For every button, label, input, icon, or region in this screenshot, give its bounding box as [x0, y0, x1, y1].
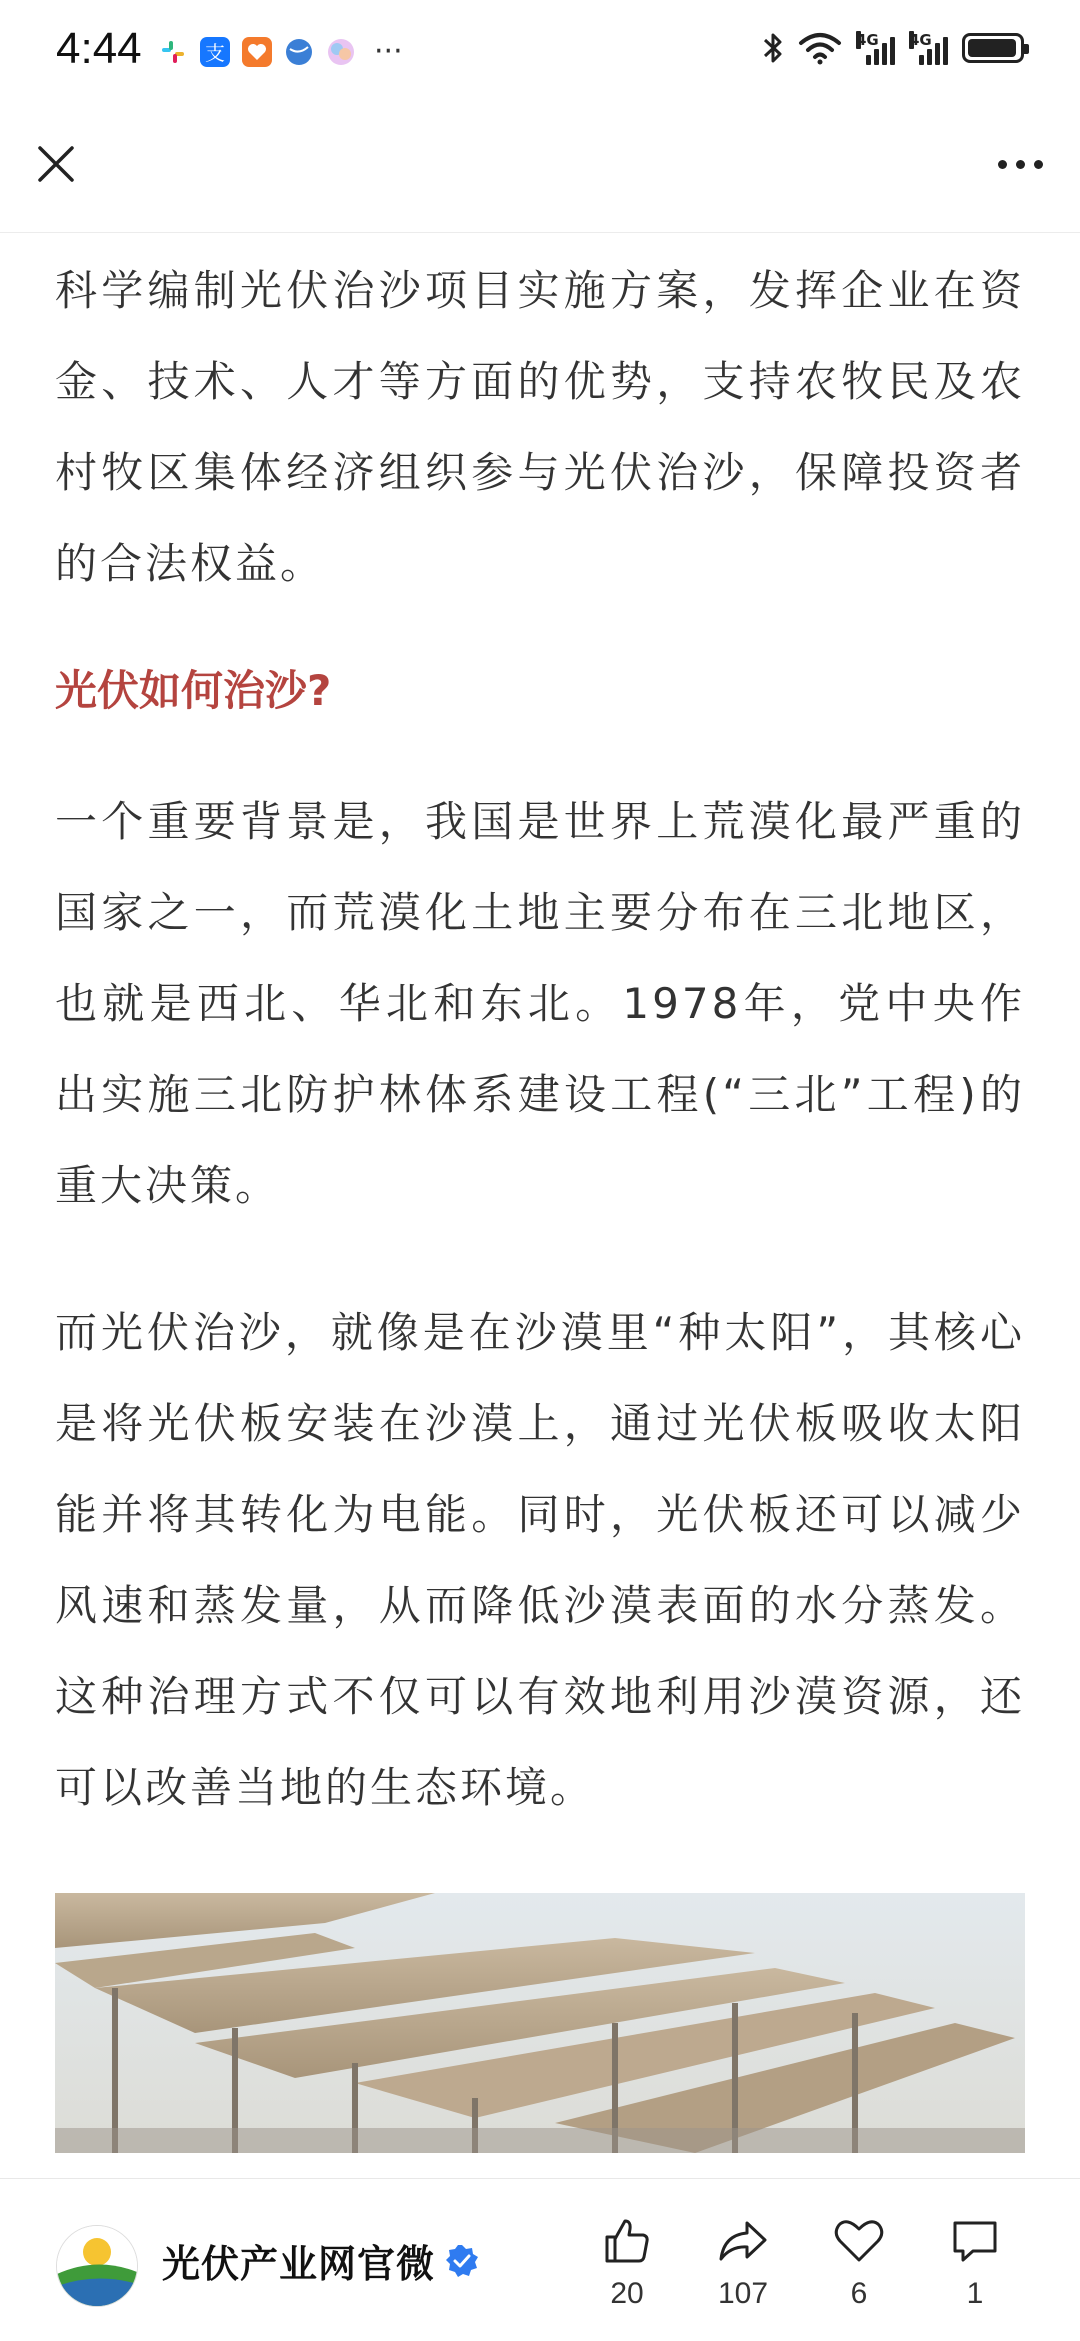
- article-content: [55, 232, 1025, 2178]
- account-avatar[interactable]: [56, 2225, 138, 2307]
- status-bar: [0, 0, 1080, 100]
- notification-icons: [158, 34, 403, 69]
- alipay-icon: 支: [200, 37, 230, 67]
- close-icon: [28, 136, 84, 192]
- comment-count: 1: [966, 2277, 984, 2310]
- signal-icon-1: 4G: [856, 31, 895, 65]
- article-paragraph: 科学编制光伏治沙项目实施方案，发挥企业在资金、技术、人才等方面的优势，支持农牧民及农村牧区集体经济组织参与光伏治沙，保障投资者的合法权益。: [55, 266, 1025, 588]
- verified-badge-icon: [444, 2243, 480, 2279]
- thumbs-up-icon: [599, 2213, 655, 2269]
- section-heading: 光伏如何治沙?: [55, 666, 332, 715]
- messenger-app-icon: [242, 37, 272, 67]
- colorful-app-icon: [326, 37, 356, 67]
- system-status-icons: [762, 30, 1024, 66]
- share-button[interactable]: [698, 2213, 788, 2311]
- signal-icon-2: 4G: [909, 31, 948, 65]
- more-dot-icon: [1034, 160, 1043, 169]
- article-paragraph: 一个重要背景是，我国是世界上荒漠化最严重的国家之一，而荒漠化土地主要分布在三北地区，也就是西北、华北和东北。1978年，党中央作出实施三北防护林体系建设工程(“三北”工程)的重大决策。: [55, 797, 1025, 1210]
- top-nav-bar: [0, 100, 1080, 233]
- bottom-action-bar: [0, 2178, 1080, 2341]
- more-dot-icon: [998, 160, 1007, 169]
- favorite-count: 6: [850, 2277, 868, 2310]
- more-dot-icon: [1016, 160, 1025, 169]
- close-button[interactable]: [28, 136, 84, 192]
- bluetooth-icon: [762, 30, 784, 66]
- more-options-button[interactable]: [988, 136, 1052, 192]
- article-paragraph: 而光伏治沙，就像是在沙漠里“种太阳”，其核心是将光伏板安装在沙漠上，通过光伏板吸收太阳能并将其转化为电能。同时，光伏板还可以减少风速和蒸发量，从而降低沙漠表面的水分蒸发。这种治理方式不仅可以有效地利用沙漠资源，还可以改善当地的生态环境。: [55, 1308, 1025, 1812]
- slack-icon: [158, 37, 188, 67]
- heart-icon: [831, 2213, 887, 2269]
- favorite-button[interactable]: [814, 2213, 904, 2311]
- globe-app-icon: [284, 37, 314, 67]
- like-button[interactable]: [582, 2213, 672, 2311]
- share-arrow-icon: [715, 2213, 771, 2269]
- more-notifications-icon: ···: [374, 34, 403, 69]
- wifi-icon: [798, 31, 842, 65]
- like-count: 20: [610, 2277, 644, 2310]
- solar-panels-photo[interactable]: [55, 1893, 1025, 2153]
- comment-bubble-icon: [947, 2213, 1003, 2269]
- share-count: 107: [717, 2277, 769, 2310]
- status-time: 4:44: [56, 24, 142, 73]
- battery-icon: [962, 33, 1024, 63]
- comment-button[interactable]: [930, 2213, 1020, 2311]
- account-name[interactable]: 光伏产业网官微: [162, 2242, 436, 2286]
